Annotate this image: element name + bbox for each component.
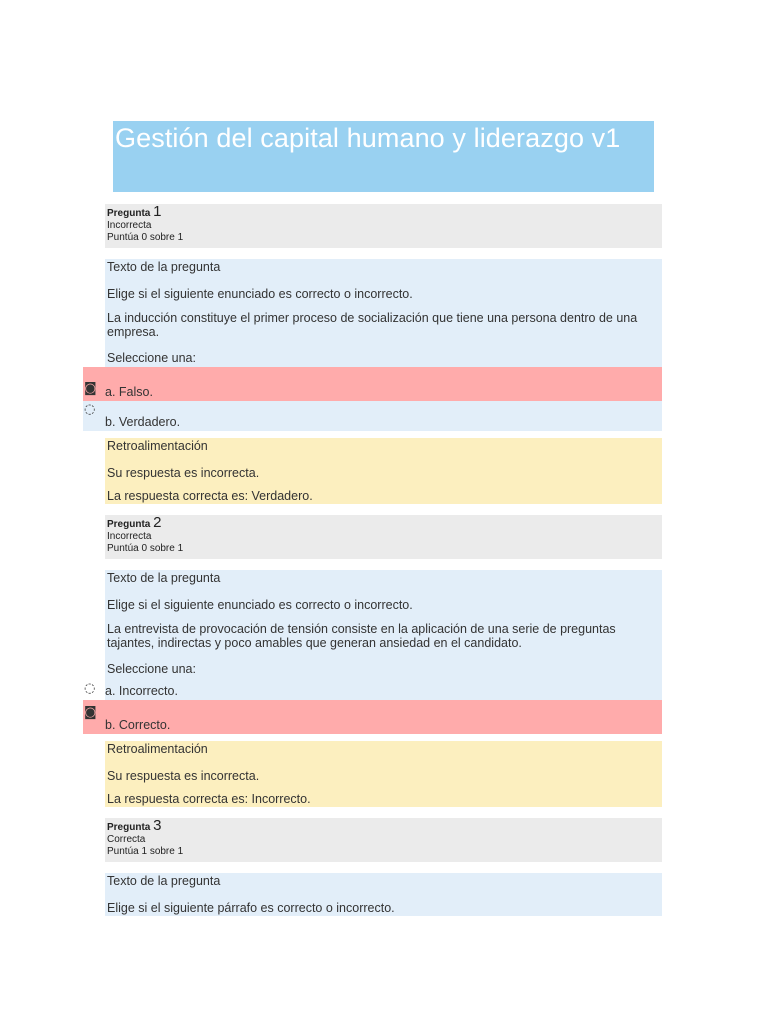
question-prompt: Elige si el siguiente enunciado es correcto o incorrecto. bbox=[107, 598, 413, 612]
question-info-1 bbox=[105, 204, 662, 248]
feedback-box-1 bbox=[105, 438, 662, 504]
question-text-1 bbox=[105, 259, 662, 367]
answer-label: b. Verdadero. bbox=[105, 415, 181, 429]
question-prompt: Elige si el siguiente enunciado es correcto o incorrecto. bbox=[107, 287, 413, 301]
answer-label: b. Correcto. bbox=[105, 718, 171, 732]
radio-selected-icon[interactable]: ◙ bbox=[84, 705, 97, 720]
question-state: Incorrecta bbox=[107, 531, 152, 542]
question-info-3 bbox=[105, 818, 662, 862]
question-info-2 bbox=[105, 515, 662, 559]
question-text-2 bbox=[105, 570, 662, 700]
radio-unselected-icon[interactable]: ◌ bbox=[84, 681, 96, 696]
question-grade: Puntúa 0 sobre 1 bbox=[107, 543, 184, 554]
select-one-label: Seleccione una: bbox=[107, 351, 196, 365]
question-text-heading: Texto de la pregunta bbox=[107, 571, 221, 585]
quiz-title: Gestión del capital humano y liderazgo v1 bbox=[113, 121, 654, 192]
question-text-heading: Texto de la pregunta bbox=[107, 260, 221, 274]
question-grade: Puntúa 0 sobre 1 bbox=[107, 232, 184, 243]
feedback-correct-answer: La respuesta correcta es: Verdadero. bbox=[107, 489, 313, 503]
feedback-heading: Retroalimentación bbox=[107, 439, 208, 453]
select-one-label: Seleccione una: bbox=[107, 662, 196, 676]
feedback-result: Su respuesta es incorrecta. bbox=[107, 466, 260, 480]
question-number: 3 bbox=[153, 817, 162, 834]
answer-option-q1-a[interactable] bbox=[83, 367, 662, 401]
question-number: 1 bbox=[153, 203, 162, 220]
question-statement: La entrevista de provocación de tensión consiste en la aplicación de una serie de preguntas tajantes, indirectas y poco amables que generan ansiedad en el candidato. bbox=[107, 622, 616, 650]
feedback-box-2 bbox=[105, 741, 662, 807]
answer-option-q1-b[interactable] bbox=[83, 401, 662, 431]
answer-label: a. Incorrecto. bbox=[105, 684, 178, 698]
answer-option-q2-a[interactable] bbox=[105, 684, 648, 698]
feedback-heading: Retroalimentación bbox=[107, 742, 208, 756]
question-label: Pregunta bbox=[107, 822, 151, 833]
question-text-3 bbox=[105, 873, 662, 916]
question-label: Pregunta bbox=[107, 208, 151, 219]
question-number: 2 bbox=[153, 514, 162, 531]
question-text-heading: Texto de la pregunta bbox=[107, 874, 221, 888]
answer-label: a. Falso. bbox=[105, 385, 153, 399]
question-state: Incorrecta bbox=[107, 220, 152, 231]
radio-selected-icon[interactable]: ◙ bbox=[84, 381, 97, 396]
feedback-correct-answer: La respuesta correcta es: Incorrecto. bbox=[107, 792, 311, 806]
question-label: Pregunta bbox=[107, 519, 151, 530]
question-prompt: Elige si el siguiente párrafo es correcto o incorrecto. bbox=[107, 901, 395, 915]
feedback-result: Su respuesta es incorrecta. bbox=[107, 769, 260, 783]
radio-unselected-icon[interactable]: ◌ bbox=[84, 402, 96, 417]
question-grade: Puntúa 1 sobre 1 bbox=[107, 846, 184, 857]
question-statement: La inducción constituye el primer proceso de socialización que tiene una persona dentro de una empresa. bbox=[107, 311, 638, 339]
answer-option-q2-b[interactable] bbox=[83, 700, 662, 734]
question-state: Correcta bbox=[107, 834, 146, 845]
